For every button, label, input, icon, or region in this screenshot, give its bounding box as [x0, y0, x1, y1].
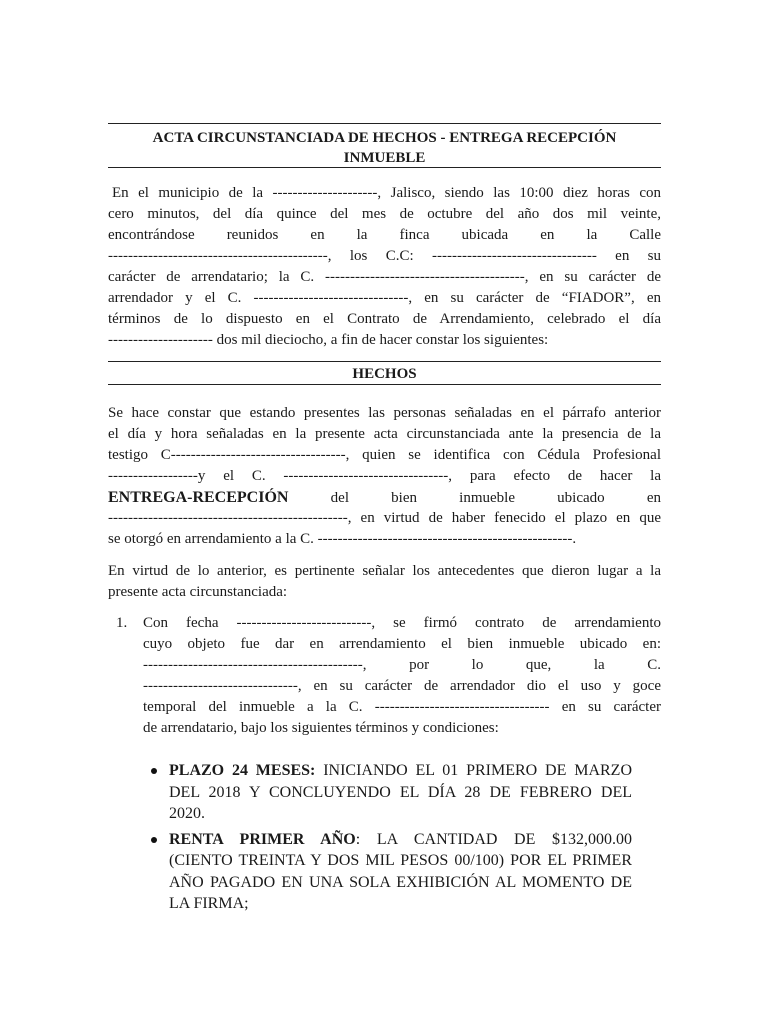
hechos-top-rule	[108, 361, 661, 362]
document-title	[108, 128, 661, 168]
title-line-2: INMUEBLE	[343, 150, 426, 166]
item1-line: Con fecha ---------------------------, se firmó contrato de arrendamiento	[143, 615, 661, 631]
hechos-line: testigo C-----------------------------------, quien se identifica con Cédula Profesional	[108, 447, 661, 463]
hechos-line-5-rest: del bien inmueble ubicado en	[330, 490, 661, 506]
intro-line: encontrándose reunidos en la finca ubicada en la Calle	[108, 227, 661, 243]
hechos-line	[108, 487, 661, 508]
hechos-bottom-rule	[108, 384, 661, 385]
intro-line: --------------------------------------------, los C.C: --------------------------------- en su	[108, 248, 661, 264]
bullet-line: AÑO PAGADO EN UNA SOLA EXHIBICIÓN AL MOMENTO DE	[169, 873, 632, 891]
item1-line: --------------------------------------------, por lo que, la C.	[143, 657, 661, 673]
item1-line: -------------------------------, en su carácter de arrendador dio el uso y goce	[143, 678, 661, 694]
title-line-1: ACTA CIRCUNSTANCIADA DE HECHOS - ENTREGA RECEPCIÓN	[152, 130, 617, 146]
bullet-line	[169, 829, 632, 851]
bullet-bold-label: RENTA PRIMER AÑO	[169, 830, 356, 848]
bullet-line: DEL 2018 Y CONCLUYENDO EL DÍA 28 DE FEBRERO DEL	[169, 783, 632, 801]
item1-line: temporal del inmueble a la C. ----------------------------------- en su carácter	[143, 699, 661, 715]
antecedentes-line: En virtud de lo anterior, es pertinente señalar los antecedentes que dieron lugar a la	[108, 563, 661, 579]
bullet-item-renta	[151, 829, 632, 915]
hechos-line: se otorgó en arrendamiento a la C. ---------------------------------------------------.	[108, 531, 577, 547]
hechos-paragraph	[108, 403, 661, 550]
list-number-1: 1.	[116, 615, 128, 631]
entrega-recepcion-bold: ENTREGA-RECEPCIÓN	[108, 489, 289, 506]
antecedentes-paragraph	[108, 561, 661, 603]
intro-line: --------------------- dos mil dieciocho, a fin de hacer constar los siguientes:	[108, 332, 549, 348]
intro-line: carácter de arrendatario; la C. ----------------------------------------, en su carácter de	[108, 269, 661, 285]
bullet-line: 2020.	[169, 805, 205, 822]
item1-line: cuyo objeto fue dar en arrendamiento el bien inmueble ubicado en:	[143, 636, 661, 652]
bullet-line: LA FIRMA;	[169, 895, 249, 912]
hechos-line: ------------------------------------------------, en virtud de haber fenecido el plazo en que	[108, 510, 661, 526]
intro-line: términos de lo dispuesto en el Contrato de Arrendamiento, celebrado el día	[108, 311, 661, 327]
bullet-line: (CIENTO TREINTA Y DOS MIL PESOS 00/100) POR EL PRIMER	[169, 852, 632, 869]
bullet-item-plazo	[151, 760, 632, 825]
numbered-item-1	[143, 613, 661, 739]
conditions-bullet-list	[151, 760, 632, 915]
intro-paragraph	[108, 183, 661, 351]
bullet-dot-icon	[151, 768, 157, 774]
hechos-line: ------------------y el C. ---------------------------------, para efecto de hacer la	[108, 468, 661, 484]
title-bottom-rule	[108, 167, 661, 168]
antecedentes-line: presente acta circunstanciada:	[108, 584, 288, 600]
title-top-rule	[108, 123, 661, 124]
item1-line: de arrendatario, bajo los siguientes términos y condiciones:	[143, 720, 499, 736]
hechos-line: el día y hora señaladas en la presente acta circunstanciada ante la presencia de la	[108, 426, 661, 442]
hechos-line: Se hace constar que estando presentes las personas señaladas en el párrafo anterior	[108, 405, 661, 421]
hechos-heading: HECHOS	[352, 366, 417, 382]
bullet-first-rest: INICIANDO EL 01 PRIMERO DE MARZO	[323, 762, 632, 779]
bullet-line	[169, 760, 632, 782]
bullet-dot-icon	[151, 837, 157, 843]
intro-line: arrendador y el C. -------------------------------, en su carácter de “FIADOR”, en	[108, 290, 661, 306]
intro-line: cero minutos, del día quince del mes de octubre del año dos mil veinte,	[108, 206, 661, 222]
intro-line: En el municipio de la ---------------------, Jalisco, siendo las 10:00 diez horas con	[112, 185, 661, 201]
bullet-first-rest: : LA CANTIDAD DE $132,000.00	[355, 830, 632, 848]
bullet-bold-label: PLAZO 24 MESES:	[169, 762, 316, 779]
